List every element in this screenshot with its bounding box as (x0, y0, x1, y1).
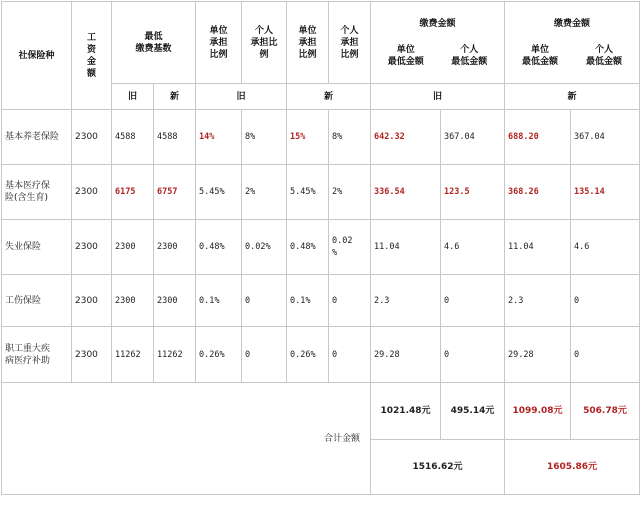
row-unit-ratio-new: 15% (287, 110, 329, 165)
row-base-new: 2300 (154, 275, 196, 327)
row-amount-unit-old: 29.28 (371, 327, 441, 383)
row-base-old: 11262 (112, 327, 154, 383)
total-label: 合计金额 (2, 383, 371, 495)
table-row (2, 165, 640, 220)
grand-total-new: 1605.86元 (505, 440, 640, 495)
total-personal-old: 495.14元 (441, 383, 505, 440)
unit-min-old-label: 单位 最低金额 (387, 44, 424, 67)
row-amount-unit-new: 2.3 (505, 275, 571, 327)
row-amount-personal-new: 135.14 (571, 165, 640, 220)
row-unit-ratio-old: 0.48% (196, 220, 242, 275)
row-amount-unit-old: 336.54 (371, 165, 441, 220)
row-amount-unit-new: 29.28 (505, 327, 571, 383)
row-base-old: 6175 (112, 165, 154, 220)
row-base-old: 4588 (112, 110, 154, 165)
row-amount-unit-new: 688.20 (505, 110, 571, 165)
row-personal-ratio-old: 8% (242, 110, 287, 165)
personal-min-new-label: 个人 最低金额 (586, 44, 623, 67)
row-personal-ratio-old: 2% (242, 165, 287, 220)
row-unit-ratio-new: 5.45% (287, 165, 329, 220)
row-amount-unit-old: 2.3 (371, 275, 441, 327)
row-amount-unit-new: 368.26 (505, 165, 571, 220)
row-personal-ratio-old: 0.02% (242, 220, 287, 275)
header-unit-ratio-old: 单位 承担 比例 (196, 2, 242, 84)
payment-amount-title-old: 缴费金额 (419, 18, 456, 29)
row-amount-unit-new: 11.04 (505, 220, 571, 275)
row-personal-ratio-new: 0 (329, 327, 371, 383)
row-unit-ratio-new: 0.26% (287, 327, 329, 383)
row-amount-personal-old: 0 (441, 327, 505, 383)
total-unit-new: 1099.08元 (505, 383, 571, 440)
header-wage: 工 资 金 额 (72, 2, 112, 110)
header-base-new: 新 (154, 84, 196, 110)
row-unit-ratio-old: 0.1% (196, 275, 242, 327)
row-name: 基本养老保险 (2, 110, 72, 165)
insurance-table (1, 1, 640, 495)
row-amount-unit-old: 11.04 (371, 220, 441, 275)
row-amount-unit-old: 642.32 (371, 110, 441, 165)
header-personal-ratio-new: 个人 承担 比例 (329, 2, 371, 84)
row-base-new: 4588 (154, 110, 196, 165)
table-row (2, 275, 640, 327)
table-row (2, 110, 640, 165)
header-personal-ratio-old: 个人 承担比 例 (242, 2, 287, 84)
row-amount-personal-new: 367.04 (571, 110, 640, 165)
row-wage: 2300 (72, 110, 112, 165)
total-personal-new: 506.78元 (571, 383, 640, 440)
row-unit-ratio-old: 14% (196, 110, 242, 165)
row-base-new: 2300 (154, 220, 196, 275)
header-amount-new: 新 (505, 84, 640, 110)
header-payment-new (505, 2, 640, 84)
table-row (2, 220, 640, 275)
row-base-new: 6757 (154, 165, 196, 220)
row-personal-ratio-new: 0.02 % (329, 220, 371, 275)
row-wage: 2300 (72, 275, 112, 327)
header-ratio-old: 旧 (196, 84, 287, 110)
header-base-old: 旧 (112, 84, 154, 110)
row-personal-ratio-new: 0 (329, 275, 371, 327)
row-unit-ratio-old: 0.26% (196, 327, 242, 383)
row-amount-personal-old: 123.5 (441, 165, 505, 220)
row-personal-ratio-old: 0 (242, 327, 287, 383)
header-type: 社保险种 (2, 2, 72, 110)
grand-total-old: 1516.62元 (371, 440, 505, 495)
total-unit-old: 1021.48元 (371, 383, 441, 440)
row-wage: 2300 (72, 220, 112, 275)
row-amount-personal-old: 0 (441, 275, 505, 327)
header-payment-old (371, 2, 505, 84)
header-amount-old: 旧 (371, 84, 505, 110)
row-unit-ratio-old: 5.45% (196, 165, 242, 220)
row-personal-ratio-new: 8% (329, 110, 371, 165)
personal-min-old-label: 个人 最低金额 (451, 44, 488, 67)
row-base-old: 2300 (112, 275, 154, 327)
header-unit-ratio-new: 单位 承担 比例 (287, 2, 329, 84)
row-personal-ratio-new: 2% (329, 165, 371, 220)
row-personal-ratio-old: 0 (242, 275, 287, 327)
payment-amount-title-new: 缴费金额 (554, 18, 591, 29)
row-amount-personal-new: 4.6 (571, 220, 640, 275)
row-name: 职工重大疾 病医疗补助 (2, 327, 72, 383)
row-amount-personal-new: 0 (571, 275, 640, 327)
row-base-old: 2300 (112, 220, 154, 275)
row-unit-ratio-new: 0.48% (287, 220, 329, 275)
row-amount-personal-new: 0 (571, 327, 640, 383)
row-base-new: 11262 (154, 327, 196, 383)
row-wage: 2300 (72, 327, 112, 383)
row-name: 工伤保险 (2, 275, 72, 327)
row-amount-personal-old: 367.04 (441, 110, 505, 165)
row-wage: 2300 (72, 165, 112, 220)
header-ratio-new: 新 (287, 84, 371, 110)
row-unit-ratio-new: 0.1% (287, 275, 329, 327)
header-min-base: 最低 缴费基数 (112, 2, 196, 84)
table-row (2, 327, 640, 383)
unit-min-new-label: 单位 最低金额 (522, 44, 559, 67)
row-amount-personal-old: 4.6 (441, 220, 505, 275)
row-name: 基本医疗保 险(含生育) (2, 165, 72, 220)
row-name: 失业保险 (2, 220, 72, 275)
